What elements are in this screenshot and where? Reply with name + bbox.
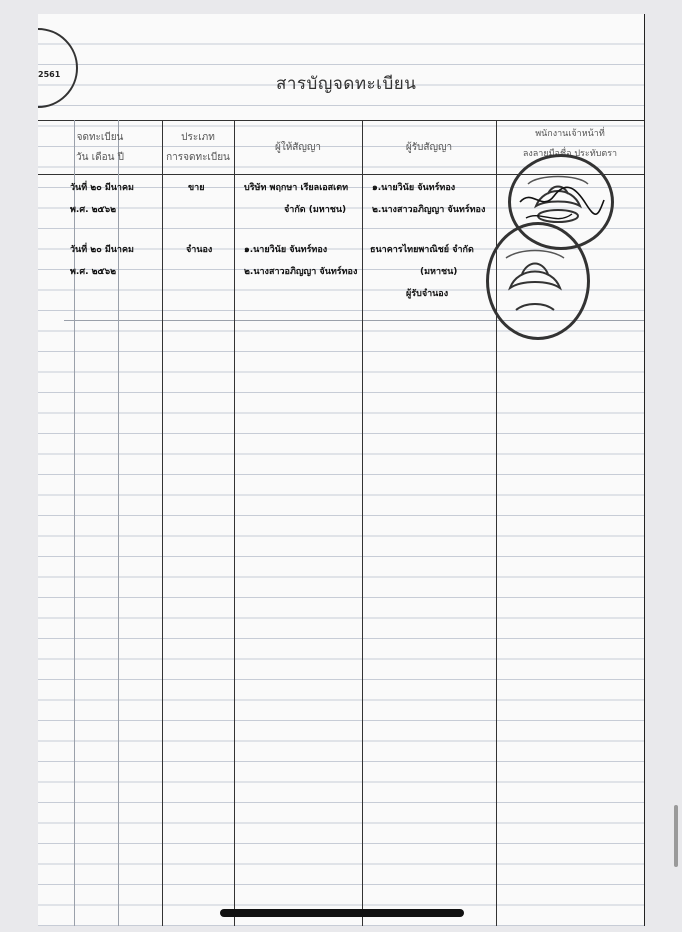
column-divider-grantor <box>362 120 363 926</box>
header-type-line2: การจดทะเบียน <box>166 152 230 163</box>
header-date-line1: จดทะเบียน <box>76 132 124 143</box>
entry-2-grantee-line3: ผู้รับจำนอง <box>406 289 449 299</box>
page-title: สารบัญจดทะเบียน <box>276 74 417 94</box>
header-type-line1: ประเภท <box>181 132 215 143</box>
entry-2-date-line2: พ.ศ. ๒๕๖๒ <box>70 267 117 277</box>
scrollbar[interactable] <box>674 805 678 867</box>
header-date <box>38 128 162 168</box>
entry-1-grantor-line1: บริษัท พฤกษา เรียลเอสเตท <box>244 183 349 193</box>
entry-2-grantor-line1: ๑.นายวินัย จันทร์ทอง <box>244 245 328 255</box>
header-officer-line2: ลงลายมือชื่อ ประทับตรา <box>522 149 618 159</box>
column-divider-date <box>162 120 163 926</box>
header-date-line2: วัน เดือน ปี <box>76 152 124 163</box>
entry-1-grantor-line2: จำกัด (มหาชน) <box>284 205 347 215</box>
header-type <box>162 128 234 168</box>
entry-2-grantor-line2: ๒.นางสาวอภิญญา จันทร์ทอง <box>244 267 358 277</box>
corner-stamp-seal <box>38 28 78 108</box>
entry-1-type: ขาย <box>188 183 205 193</box>
document-page <box>38 14 645 926</box>
header-officer-line1: พนักงานเจ้าหน้าที่ <box>535 129 605 139</box>
stamp-year: 2561 <box>38 70 61 79</box>
entry-2-type: จำนอง <box>186 245 213 255</box>
official-seal-2 <box>486 222 590 340</box>
officer-signature-icon <box>516 182 606 232</box>
column-divider-type <box>234 120 235 926</box>
table-top-line <box>38 120 644 121</box>
home-indicator-bar[interactable] <box>220 909 464 917</box>
header-grantor: ผู้ให้สัญญา <box>274 142 322 153</box>
entry-1-grantee-line1: ๑.นายวินัย จันทร์ทอง <box>372 183 456 193</box>
entry-2-grantee-line1: ธนาคารไทยพาณิชย์ จำกัด <box>370 245 474 255</box>
entry-1-date-line2: พ.ศ. ๒๕๖๒ <box>70 205 117 215</box>
header-grantee: ผู้รับสัญญา <box>405 142 453 153</box>
entry-1-grantee-line2: ๒.นางสาวอภิญญา จันทร์ทอง <box>372 205 486 215</box>
entry-2-date-line1: วันที่ ๒๐ มีนาคม <box>70 245 134 255</box>
garuda-emblem-icon <box>486 222 584 334</box>
entry-2-grantee-line2: (มหาชน) <box>420 267 458 277</box>
entry-1-date-line1: วันที่ ๒๐ มีนาคม <box>70 183 134 193</box>
